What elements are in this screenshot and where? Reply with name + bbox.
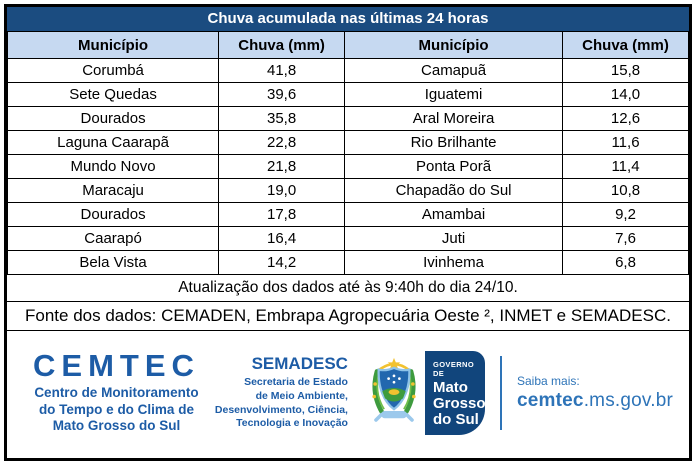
rain-value-cell: 7,6 <box>563 227 689 251</box>
governo-de-label: GOVERNO DE <box>432 359 475 378</box>
rain-value-cell: 10,8 <box>563 179 689 203</box>
cemtec-logo <box>33 347 200 436</box>
source-note: Fonte dos dados: CEMADEN, Embrapa Agropecuária Oeste ², INMET e SEMADESC. <box>7 302 689 331</box>
municipality-cell: Chapadão do Sul <box>345 179 563 203</box>
municipality-cell: Dourados <box>8 107 219 131</box>
cemtec-website-link[interactable] <box>517 390 673 412</box>
header-rain-left: Chuva (mm) <box>219 32 345 59</box>
rain-value-cell: 35,8 <box>219 107 345 131</box>
url-rest-part: .ms.gov.br <box>583 389 673 411</box>
rain-value-cell: 14,2 <box>219 251 345 275</box>
footer-divider <box>500 356 502 430</box>
table-row <box>8 203 689 227</box>
rainfall-table-body <box>8 59 689 275</box>
rain-value-cell: 21,8 <box>219 155 345 179</box>
rain-value-cell: 39,6 <box>219 83 345 107</box>
municipality-cell: Rio Brilhante <box>345 131 563 155</box>
municipality-cell: Amambai <box>345 203 563 227</box>
header-rain-right: Chuva (mm) <box>563 32 689 59</box>
rain-value-cell: 14,0 <box>563 83 689 107</box>
governo-line: do Sul <box>432 410 479 428</box>
table-row <box>8 83 689 107</box>
ms-coat-of-arms-icon <box>363 351 425 435</box>
cemtec-subtitle-line: Centro de Monitoramento <box>34 384 199 400</box>
header-row <box>8 32 689 59</box>
municipality-cell: Camapuã <box>345 59 563 83</box>
update-note: Atualização dos dados até às 9:40h do dia 24/10. <box>7 275 689 302</box>
rain-value-cell: 6,8 <box>563 251 689 275</box>
municipality-cell: Dourados <box>8 203 219 227</box>
table-row <box>8 155 689 179</box>
municipality-cell: Corumbá <box>8 59 219 83</box>
municipality-cell: Laguna Caarapã <box>8 131 219 155</box>
rainfall-bulletin <box>4 4 692 461</box>
rain-value-cell: 15,8 <box>563 59 689 83</box>
footer <box>7 331 689 458</box>
rainfall-table <box>7 31 689 275</box>
municipality-cell: Bela Vista <box>8 251 219 275</box>
rain-value-cell: 9,2 <box>563 203 689 227</box>
bulletin-title: Chuva acumulada nas últimas 24 horas <box>7 7 689 31</box>
rain-value-cell: 12,6 <box>563 107 689 131</box>
table-row <box>8 107 689 131</box>
semadesc-subtitle-line: Desenvolvimento, Ciência, <box>214 403 348 416</box>
municipality-cell: Aral Moreira <box>345 107 563 131</box>
governo-ms-wordmark <box>425 351 485 435</box>
table-row <box>8 251 689 275</box>
header-municipality-left: Município <box>8 32 219 59</box>
municipality-cell: Ponta Porã <box>345 155 563 179</box>
cemtec-subtitle-line: Mato Grosso do Sul <box>52 418 181 434</box>
rain-value-cell: 19,0 <box>219 179 345 203</box>
rain-value-cell: 22,8 <box>219 131 345 155</box>
municipality-cell: Sete Quedas <box>8 83 219 107</box>
semadesc-wordmark: SEMADESC <box>251 354 348 374</box>
cemtec-wordmark: CEMTEC <box>33 347 200 383</box>
semadesc-logo <box>215 354 348 431</box>
table-row <box>8 59 689 83</box>
header-municipality-right: Município <box>345 32 563 59</box>
municipality-cell: Mundo Novo <box>8 155 219 179</box>
municipality-cell: Iguatemi <box>345 83 563 107</box>
cemtec-subtitle-line: do Tempo e do Clima de <box>38 401 194 417</box>
rain-value-cell: 11,4 <box>563 155 689 179</box>
municipality-cell: Ivinhema <box>345 251 563 275</box>
governo-line: Mato <box>432 378 468 396</box>
url-bold-part: cemtec <box>517 389 584 411</box>
saiba-mais-block <box>517 374 673 412</box>
municipality-cell: Caarapó <box>8 227 219 251</box>
saiba-mais-label: Saiba mais: <box>517 373 580 388</box>
rain-value-cell: 16,4 <box>219 227 345 251</box>
municipality-cell: Juti <box>345 227 563 251</box>
semadesc-subtitle-line: Tecnologia e Inovação <box>236 417 348 430</box>
semadesc-subtitle-line: de Meio Ambiente, <box>255 389 348 402</box>
table-row <box>8 179 689 203</box>
governo-ms-logo <box>363 351 485 435</box>
governo-line: Grosso <box>432 394 486 412</box>
municipality-cell: Maracaju <box>8 179 219 203</box>
rain-value-cell: 17,8 <box>219 203 345 227</box>
rain-value-cell: 41,8 <box>219 59 345 83</box>
table-row <box>8 131 689 155</box>
table-row <box>8 227 689 251</box>
rain-value-cell: 11,6 <box>563 131 689 155</box>
semadesc-subtitle-line: Secretaria de Estado <box>244 376 348 389</box>
